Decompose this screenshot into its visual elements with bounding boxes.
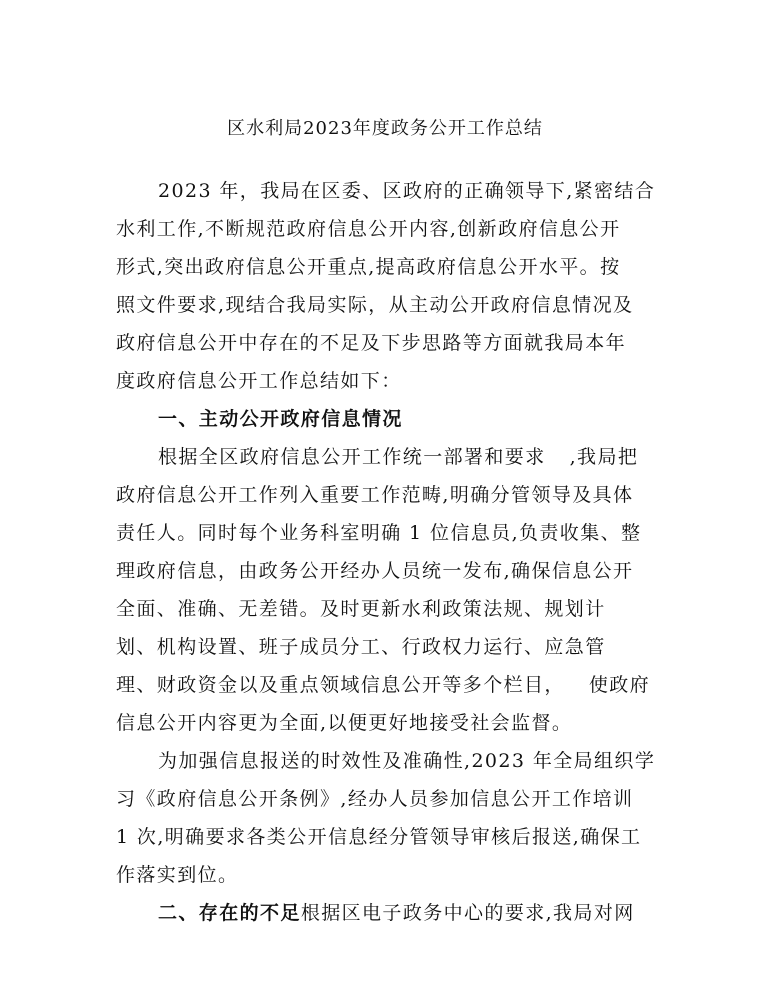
paragraph-line [116,438,656,476]
paragraph-line: 划、机构设置、班子成员分工、行政权力运行、应急管 [116,636,606,658]
paragraph-line: 度政府信息公开工作总结如下： [116,370,402,392]
paragraph-line: 照文件要求,现结合我局实际，从主动公开政府信息情况及 [116,294,634,316]
paragraph-text: 根据区电子政务中心的要求,我局对网 [300,902,635,924]
paragraph-line: 为加强信息报送的时效性及准确性,2023 年全局组织学 [158,750,656,772]
paragraph-text: ,我局把 [569,446,639,468]
document-title: 区水利局2023年度政务公开工作总结 [227,118,543,139]
paragraph-line: 1 次,明确要求各类公开信息经分管领导审核后报送,确保工 [116,826,642,848]
paragraph-line: 政府信息公开工作列入重要工作范畴,明确分管领导及具体 [116,484,634,506]
paragraph-line: 习《政府信息公开条例》,经办人员参加信息公开工作培训 [116,788,634,810]
paragraph-line: 全面、准确、无差错。及时更新水利政策法规、规划计 [116,598,606,620]
paragraph-line: 信息公开内容更为全面,以便更好地接受社会监督。 [116,712,573,734]
paragraph-line: 政府信息公开中存在的不足及下步思路等方面就我局本年 [116,332,627,354]
section-heading: 二、存在的不足 [158,902,301,924]
paragraph-line: 理政府信息，由政务公开经办人员统一发布,确保信息公开 [116,560,634,582]
paragraph-text: 理、财政资金以及重点领域信息公开等多个栏目， [116,674,565,696]
paragraph-line: 形式,突出政府信息公开重点,提高政府信息公开水平。按 [116,256,621,278]
paragraph-line: 水利工作,不断规范政府信息公开内容,创新政府信息公开 [116,218,621,240]
paragraph-line: 责任人。同时每个业务科室明确 1 位信息员,负责收集、整 [116,522,642,544]
document-body [116,172,656,932]
paragraph-line: 作落实到位。 [116,864,239,886]
paragraph-line [116,666,656,704]
paragraph-text: 根据全区政府信息公开工作统一部署和要求 [158,446,546,468]
paragraph-text: 使政府 [588,674,651,696]
section-heading: 一、主动公开政府信息情况 [158,408,403,430]
paragraph-line: 2023 年，我局在区委、区政府的正确领导下,紧密结合 [158,180,656,202]
paragraph-line [116,894,656,932]
